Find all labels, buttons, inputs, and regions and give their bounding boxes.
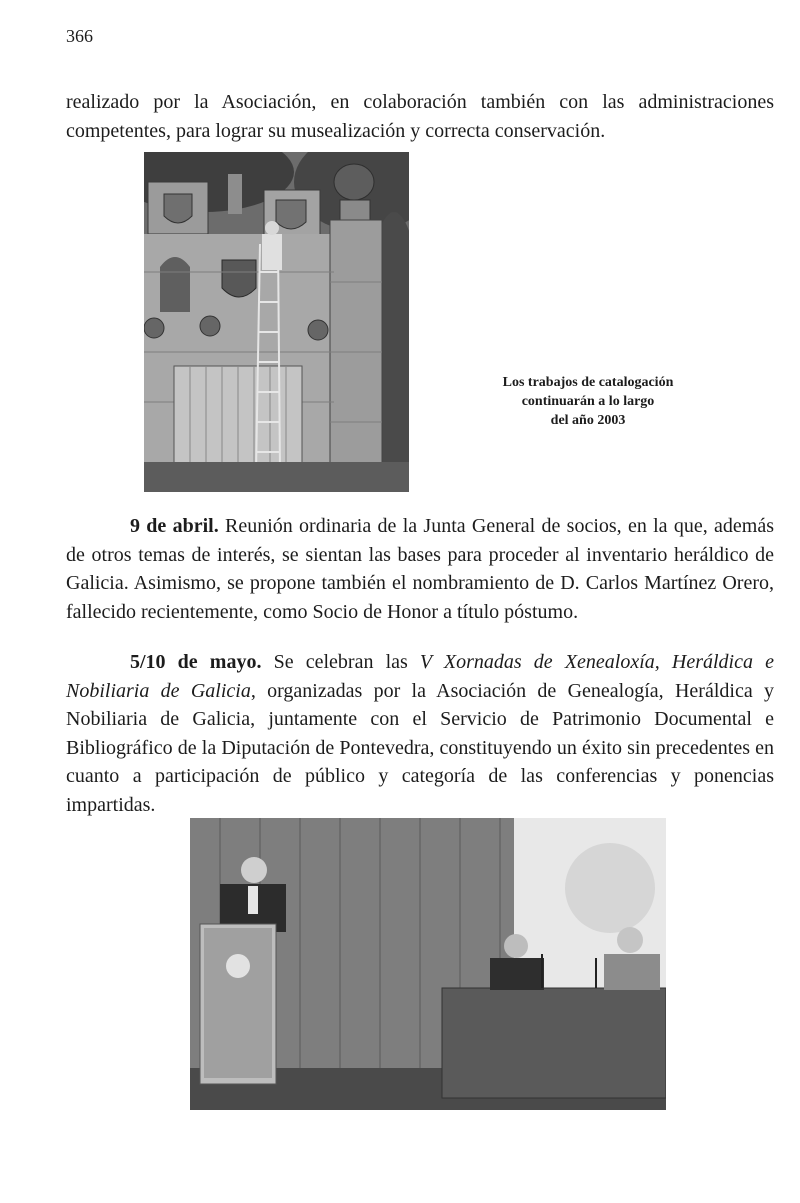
figure-1-caption [478,373,698,430]
caption-line: continuarán a lo largo [521,394,655,409]
photo-conference-drawing [190,818,666,1110]
caption-line: Los trabajos de catalogación [502,375,674,390]
entry-text: , organizadas por la Asociación de Genealogía, Heráldica y Nobiliaria de Galicia, juntamente con el Servicio de Patrimonio Documental e Bibliográfico de la Diputación de Pontevedra, constituyendo un éxito sin precedentes en cuanto a participación de público y categoría de las conferencias y ponencias impartidas. [66,679,775,816]
intro-paragraph: realizado por la Asociación, en colaboración también con las administraciones competentes, para lograr su musealización y correcta conservación. [66,91,774,142]
photo-stone-gate-drawing [144,152,409,492]
event-title: V Xornadas de Xenealoxía, Heráldica e Nobiliaria de Galicia [66,651,774,702]
photo-stone-gate [144,152,409,492]
entry-5-10-mayo [66,648,774,819]
entry-date: 5/10 de mayo. [130,651,262,673]
photo-conference [190,818,666,1110]
entry-9-abril [66,512,774,626]
entry-text: Se celebran las [261,651,420,673]
caption-line: del año 2003 [550,413,626,428]
entry-date: 9 de abril. [130,515,219,537]
entry-text: Reunión ordinaria de la Junta General de socios, en la que, además de otros temas de interés, se sientan las bases para proceder al inventario heráldico de Galicia. Asimismo, se propone también el nombramiento de D. Carlos Martínez Orero, fallecido recientemente, como Socio de Honor a título póstumo. [66,515,774,623]
page-number: 366 [66,26,93,46]
